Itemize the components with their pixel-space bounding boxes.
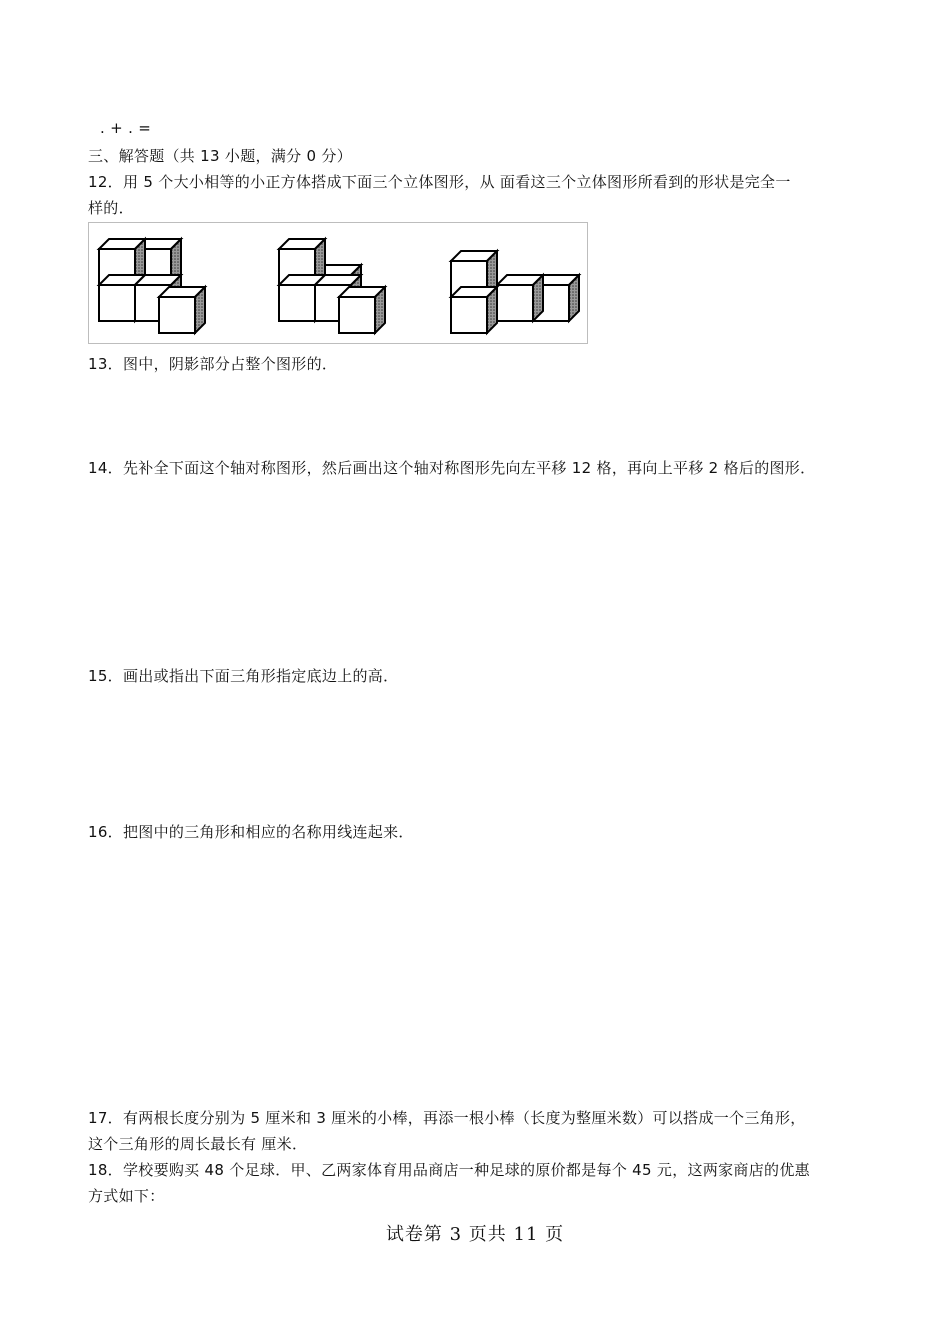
- question-13: 13．图中，阴影部分占整个图形的．: [88, 355, 338, 373]
- question-17-line-2: 这个三角形的周长最长有 厘米．: [88, 1135, 308, 1153]
- question-16: 16．把图中的三角形和相应的名称用线连起来．: [88, 823, 414, 841]
- question-14: 14．先补全下面这个轴对称图形，然后画出这个轴对称图形先向左平移 12 格，再向上平移 2 格后的图形．: [88, 459, 816, 477]
- cube-figure-1: [99, 239, 205, 333]
- formula-line: . + . =: [100, 119, 152, 137]
- question-18-line-2: 方式如下：: [88, 1187, 165, 1205]
- cube-figure-2: [279, 239, 385, 333]
- page-footer: 试卷第 3 页共 11 页: [385, 1224, 565, 1245]
- question-18-line-1: 18．学校要购买 48 个足球．甲、乙两家体育用品商店一种足球的原价都是每个 45 元，这两家商店的优惠: [88, 1161, 810, 1179]
- question-17-line-1: 17．有两根长度分别为 5 厘米和 3 厘米的小棒，再添一根小棒（长度为整厘米数）可以搭成一个三角形，: [88, 1109, 806, 1127]
- question-12-line-1: 12．用 5 个大小相等的小正方体搭成下面三个立体图形，从 面看这三个立体图形所看到的形状是完全一: [88, 173, 791, 191]
- cube-figure-3: [451, 251, 579, 333]
- cube-figures-drawing: [89, 223, 589, 345]
- section-header: 三、解答题（共 13 小题，满分 0 分）: [88, 147, 353, 165]
- cube-figures: [88, 222, 588, 344]
- question-12-line-2: 样的．: [88, 199, 134, 217]
- question-15: 15．画出或指出下面三角形指定底边上的高．: [88, 667, 399, 685]
